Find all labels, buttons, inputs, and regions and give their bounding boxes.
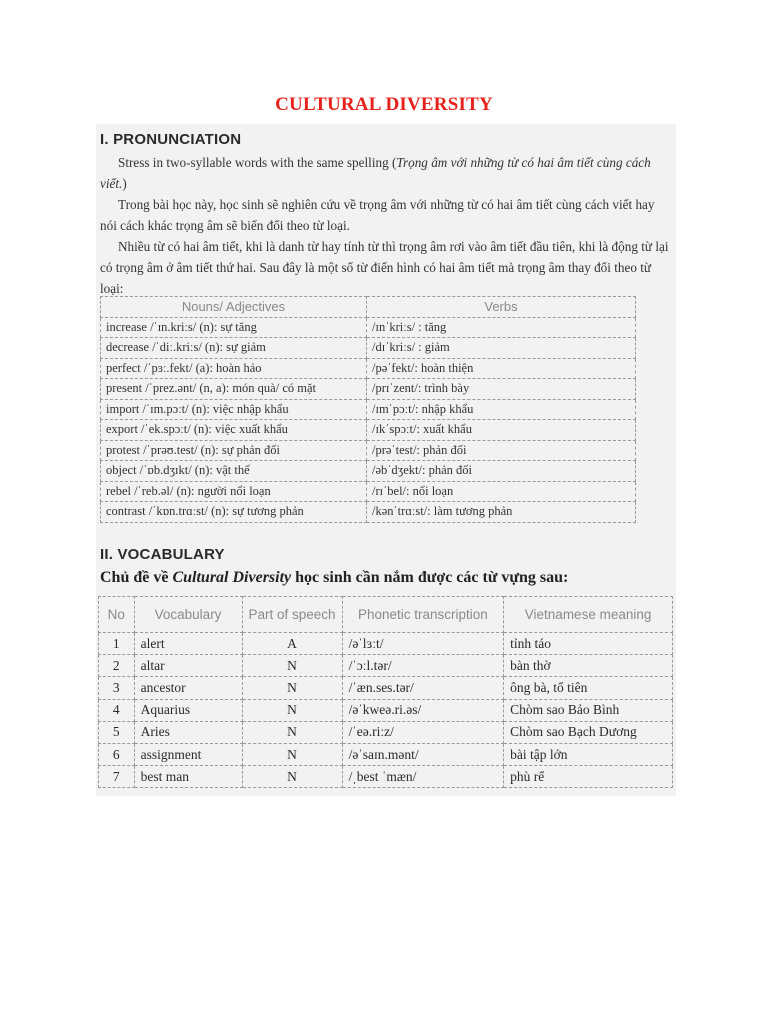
table-row <box>101 338 636 359</box>
number-cell: 5 <box>99 721 135 743</box>
verb-cell: /ɪkˈspɔːt/: xuất khẩu <box>367 420 636 441</box>
vocabulary-intro-before: Chủ đề về <box>100 569 173 586</box>
column-header-verbs: Verbs <box>367 297 636 318</box>
phonetic-cell: /ˈæn.ses.tər/ <box>342 677 504 699</box>
intro-italic-text: Trọng âm với những từ có hai âm tiết cùng cách viết. <box>100 155 651 191</box>
vocabulary-table <box>98 596 673 788</box>
document-title: CULTURAL DIVERSITY <box>275 94 493 115</box>
intro-close: ) <box>122 176 127 191</box>
noun-adjective-cell: export /ˈek.spɔːt/ (n): việc xuất khẩu <box>101 420 367 441</box>
noun-adjective-cell: contrast /ˈkɒn.trɑːst/ (n): sự tương phản <box>101 502 367 523</box>
meaning-cell: Chòm sao Bảo Bình <box>504 699 673 721</box>
table-row <box>101 317 636 338</box>
vocabulary-cell: alert <box>134 633 242 655</box>
verb-cell: /dɪˈkriːs/ : giảm <box>367 338 636 359</box>
table-row <box>99 721 673 743</box>
table-row <box>99 655 673 677</box>
pronunciation-intro <box>100 152 670 194</box>
column-header-part-of-speech: Part of speech <box>242 597 342 633</box>
table-row <box>101 358 636 379</box>
vocabulary-cell: altar <box>134 655 242 677</box>
table-row <box>101 440 636 461</box>
phonetic-cell: /ˌbest ˈmæn/ <box>342 766 504 788</box>
vocabulary-intro-after: học sinh cần nắm được các từ vựng sau: <box>291 569 569 586</box>
table-row <box>101 461 636 482</box>
meaning-cell: tỉnh táo <box>504 633 673 655</box>
noun-adjective-cell: rebel /ˈreb.əl/ (n): người nổi loạn <box>101 481 367 502</box>
pronunciation-paragraph-2: Nhiều từ có hai âm tiết, khi là danh từ hay tính từ thì trọng âm rơi vào âm tiết đầu tiên, khi là động từ lại có trọng âm ở âm tiết thứ hai. Sau đây là một số từ điển hình có hai âm tiết mà trọng âm thay đổi theo từ loại: <box>100 239 669 296</box>
number-cell: 6 <box>99 743 135 765</box>
part-of-speech-cell: N <box>242 699 342 721</box>
table-row <box>99 633 673 655</box>
table-row <box>101 399 636 420</box>
vocabulary-intro <box>100 569 670 587</box>
verb-cell: /əbˈdʒekt/: phản đối <box>367 461 636 482</box>
phonetic-cell: /ˈɔːl.tər/ <box>342 655 504 677</box>
column-header-phonetic: Phonetic transcription <box>342 597 504 633</box>
vocabulary-cell: ancestor <box>134 677 242 699</box>
noun-adjective-cell: present /ˈprez.ənt/ (n, a): món quà/ có mặt <box>101 379 367 400</box>
part-of-speech-cell: A <box>242 633 342 655</box>
vocabulary-cell: best man <box>134 766 242 788</box>
table-row <box>101 502 636 523</box>
part-of-speech-cell: N <box>242 743 342 765</box>
vocabulary-cell: Aquarius <box>134 699 242 721</box>
meaning-cell: bàn thờ <box>504 655 673 677</box>
verb-cell: /rɪˈbel/: nổi loạn <box>367 481 636 502</box>
number-cell: 7 <box>99 766 135 788</box>
stress-table <box>100 296 636 523</box>
verb-cell: /prɪˈzent/: trình bày <box>367 379 636 400</box>
vocabulary-heading: II. VOCABULARY <box>100 546 225 563</box>
meaning-cell: bài tập lớn <box>504 743 673 765</box>
column-header-nouns-adjectives: Nouns/ Adjectives <box>101 297 367 318</box>
column-header-no: No <box>99 597 135 633</box>
phonetic-cell: /əˈsaɪn.mənt/ <box>342 743 504 765</box>
part-of-speech-cell: N <box>242 677 342 699</box>
phonetic-cell: /əˈkweə.ri.əs/ <box>342 699 504 721</box>
noun-adjective-cell: decrease /ˈdiː.kriːs/ (n): sự giảm <box>101 338 367 359</box>
stress-table-header-row <box>101 297 636 318</box>
part-of-speech-cell: N <box>242 721 342 743</box>
meaning-cell: ông bà, tổ tiên <box>504 677 673 699</box>
intro-text: Stress in two-syllable words with the same spelling ( <box>118 155 397 170</box>
meaning-cell: phù rể <box>504 766 673 788</box>
table-row <box>99 677 673 699</box>
number-cell: 2 <box>99 655 135 677</box>
number-cell: 1 <box>99 633 135 655</box>
verb-cell: /prəˈtest/: phản đối <box>367 440 636 461</box>
verb-cell: /ɪmˈpɔːt/: nhập khẩu <box>367 399 636 420</box>
number-cell: 3 <box>99 677 135 699</box>
noun-adjective-cell: perfect /ˈpɜː.fekt/ (a): hoàn hảo <box>101 358 367 379</box>
phonetic-cell: /ˈeə.riːz/ <box>342 721 504 743</box>
noun-adjective-cell: protest /ˈprəʊ.test/ (n): sự phản đối <box>101 440 367 461</box>
vocabulary-intro-topic: Cultural Diversity <box>172 569 292 586</box>
table-row <box>101 420 636 441</box>
table-row <box>99 766 673 788</box>
table-row <box>101 481 636 502</box>
verb-cell: /ɪnˈkriːs/ : tăng <box>367 317 636 338</box>
table-row <box>99 699 673 721</box>
noun-adjective-cell: increase /ˈɪn.kriːs/ (n): sự tăng <box>101 317 367 338</box>
noun-adjective-cell: object /ˈɒb.dʒɪkt/ (n): vật thể <box>101 461 367 482</box>
pronunciation-paragraph-1: Trong bài học này, học sinh sẽ nghiên cứu về trọng âm với những từ có hai âm tiết cùng cách viết hay nói cách khác trọng âm sẽ biến đổi theo từ loại. <box>100 197 655 233</box>
part-of-speech-cell: N <box>242 655 342 677</box>
pronunciation-heading: I. PRONUNCIATION <box>100 131 242 148</box>
column-header-vietnamese: Vietnamese meaning <box>504 597 673 633</box>
vocabulary-cell: assignment <box>134 743 242 765</box>
number-cell: 4 <box>99 699 135 721</box>
verb-cell: /kənˈtrɑːst/: làm tương phản <box>367 502 636 523</box>
verb-cell: /pəˈfekt/: hoàn thiện <box>367 358 636 379</box>
noun-adjective-cell: import /ˈɪm.pɔːt/ (n): việc nhập khẩu <box>101 399 367 420</box>
table-row <box>101 379 636 400</box>
vocabulary-table-header-row <box>99 597 673 633</box>
column-header-vocabulary: Vocabulary <box>134 597 242 633</box>
vocabulary-cell: Aries <box>134 721 242 743</box>
table-row <box>99 743 673 765</box>
meaning-cell: Chòm sao Bạch Dương <box>504 721 673 743</box>
part-of-speech-cell: N <box>242 766 342 788</box>
phonetic-cell: /əˈlɜːt/ <box>342 633 504 655</box>
